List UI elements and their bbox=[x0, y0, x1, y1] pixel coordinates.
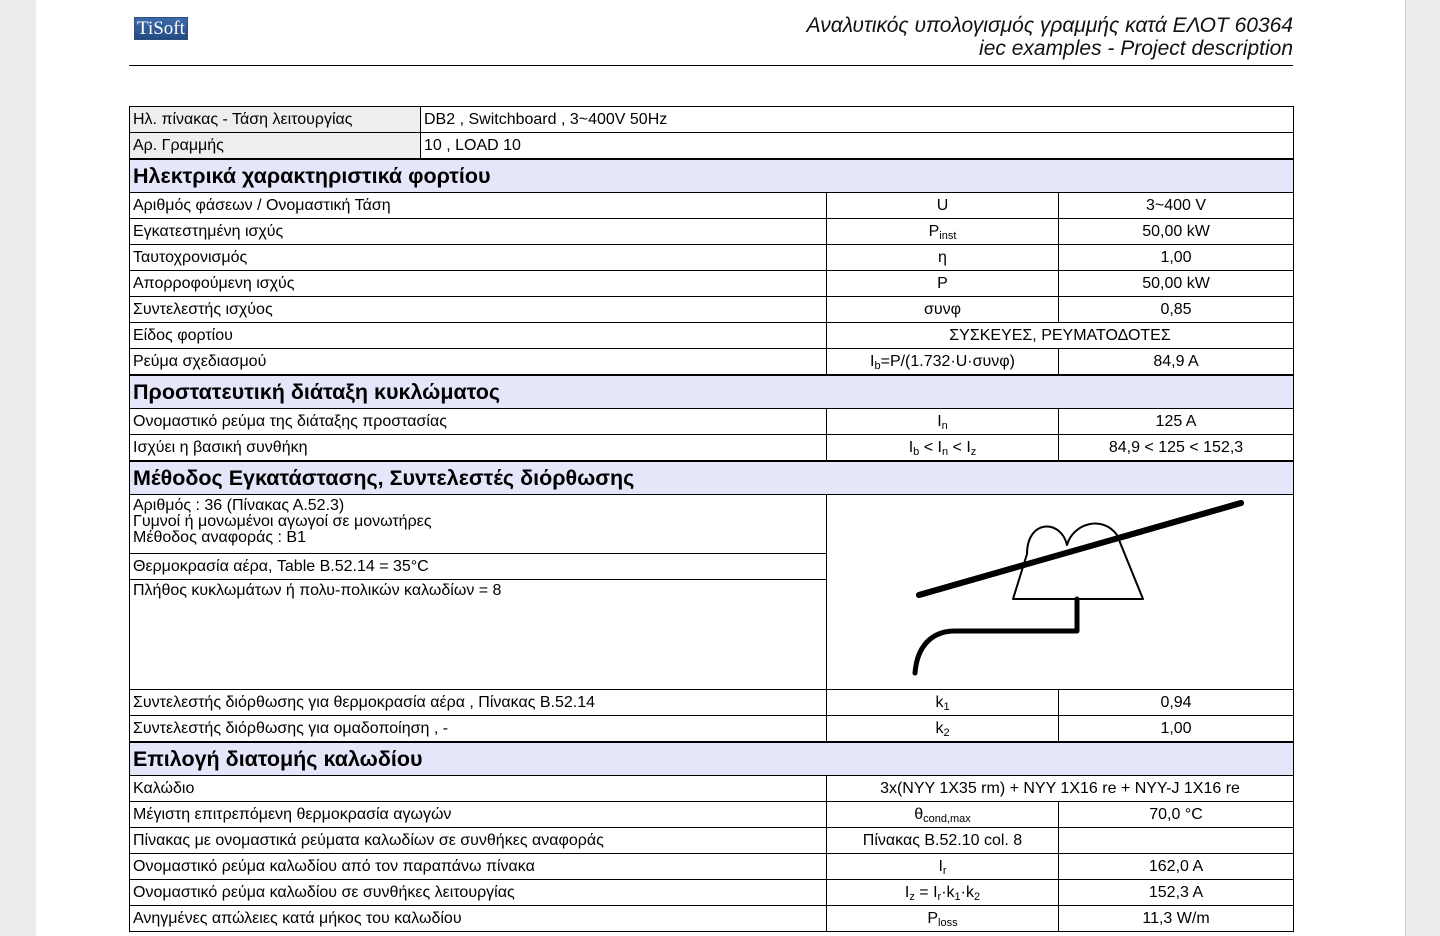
table-row bbox=[130, 435, 1294, 462]
table-row bbox=[130, 828, 1294, 854]
loss-symbol bbox=[827, 906, 1059, 932]
symbol-sub: 2 bbox=[943, 727, 950, 739]
section-electrical-title: Ηλεκτρικά χαρακτηριστικά φορτίου bbox=[130, 159, 1294, 193]
table-row bbox=[130, 495, 1294, 554]
symbol-sub: b bbox=[874, 360, 881, 372]
table-row bbox=[130, 802, 1294, 828]
symbol-sub: 1 bbox=[943, 701, 950, 713]
table-row bbox=[130, 297, 1294, 323]
symbol-sub: loss bbox=[938, 917, 958, 929]
design-current-symbol bbox=[827, 349, 1059, 376]
rated-current-symbol bbox=[827, 409, 1059, 435]
symbol-sub: n bbox=[941, 420, 948, 432]
ir-symbol bbox=[827, 854, 1059, 880]
reference-table-label: Πίνακας με ονομαστικά ρεύματα καλωδίων σε συνθήκες αναφοράς bbox=[130, 828, 827, 854]
symbol-main: k bbox=[935, 694, 944, 711]
symbol-op: < I bbox=[948, 439, 971, 456]
symbol-main: k bbox=[935, 720, 944, 737]
symbol-sub: 2 bbox=[973, 891, 981, 903]
installed-power-label: Εγκατεστημένη ισχύς bbox=[130, 219, 827, 245]
section-row bbox=[130, 742, 1294, 776]
basic-condition-symbol bbox=[827, 435, 1059, 462]
loss-label: Ανηγμένες απώλειες κατά μήκος του καλωδίου bbox=[130, 906, 827, 932]
max-temp-label: Μέγιστη επιτρεπόμενη θερμοκρασία αγωγών bbox=[130, 802, 827, 828]
table-row bbox=[130, 906, 1294, 932]
iz-value: 152,3 A bbox=[1059, 880, 1294, 906]
table-row bbox=[130, 716, 1294, 743]
table-row bbox=[130, 409, 1294, 435]
symbol-sub: z bbox=[970, 446, 977, 458]
table-row bbox=[130, 776, 1294, 802]
phases-label: Αριθμός φάσεων / Ονομαστική Τάση bbox=[130, 193, 827, 219]
symbol-sub: 1 bbox=[954, 891, 961, 903]
section-row bbox=[130, 461, 1294, 495]
k1-symbol bbox=[827, 690, 1059, 716]
table-row bbox=[130, 245, 1294, 271]
board-value: DB2 , Switchboard , 3~400V 50Hz bbox=[421, 107, 1294, 133]
symbol-op: ·k bbox=[941, 884, 955, 901]
empty-cell bbox=[1059, 828, 1294, 854]
symbol-sub: inst bbox=[939, 230, 957, 242]
k2-symbol bbox=[827, 716, 1059, 743]
iz-label: Ονομαστικό ρεύμα καλωδίου σε συνθήκες λειτουργίας bbox=[130, 880, 827, 906]
document-header-title bbox=[807, 14, 1293, 60]
max-temp-symbol bbox=[827, 802, 1059, 828]
method-line3: Μέθοδος αναφοράς : B1 bbox=[133, 529, 306, 546]
document-page bbox=[36, 0, 1406, 936]
power-factor-label: Συντελεστής ισχύος bbox=[130, 297, 827, 323]
line-value: 10 , LOAD 10 bbox=[421, 133, 1294, 160]
air-temperature-label: Θερμοκρασία αέρα, Table B.52.14 = 35°C bbox=[130, 554, 827, 580]
installed-power-value: 50,00 kW bbox=[1059, 219, 1294, 245]
table-row bbox=[130, 219, 1294, 245]
symbol-sub: r bbox=[937, 891, 942, 903]
ir-label: Ονομαστικό ρεύμα καλωδίου από τον παραπάνω πίνακα bbox=[130, 854, 827, 880]
logo-suffix: Soft bbox=[153, 18, 185, 39]
section-row bbox=[130, 159, 1294, 193]
symbol-sub: b bbox=[913, 446, 920, 458]
simultaneity-value: 1,00 bbox=[1059, 245, 1294, 271]
ir-value: 162,0 A bbox=[1059, 854, 1294, 880]
insulator-installation-icon bbox=[827, 495, 1291, 689]
symbol-sub: cond,max bbox=[923, 813, 971, 825]
symbol-main: I bbox=[938, 858, 943, 875]
table-row bbox=[130, 107, 1294, 133]
calculation-table bbox=[129, 106, 1294, 932]
header-title-line1: Αναλυτικός υπολογισμός γραμμής κατά ΕΛΟΤ 60364 bbox=[806, 14, 1293, 37]
installation-figure-cell bbox=[827, 495, 1294, 690]
tisoft-logo bbox=[134, 17, 188, 40]
board-label: Ηλ. πίνακας - Τάση λειτουργίας bbox=[130, 107, 421, 133]
symbol-sub: n bbox=[941, 446, 949, 458]
rated-current-value: 125 A bbox=[1059, 409, 1294, 435]
table-row bbox=[130, 854, 1294, 880]
section-installation-title: Μέθοδος Εγκατάστασης, Συντελεστές διόρθωσης bbox=[130, 461, 1294, 495]
reference-table-value: Πίνακας B.52.10 col. 8 bbox=[827, 828, 1059, 854]
installation-method-cell bbox=[130, 495, 827, 554]
basic-condition-label: Ισχύει η βασική συνθήκη bbox=[130, 435, 827, 462]
absorbed-power-label: Απορροφούμενη ισχύς bbox=[130, 271, 827, 297]
loss-value: 11,3 W/m bbox=[1059, 906, 1294, 932]
symbol-main: I bbox=[937, 413, 942, 430]
max-temp-value: 70,0 °C bbox=[1059, 802, 1294, 828]
symbol-op: = I bbox=[914, 884, 938, 901]
simultaneity-symbol: η bbox=[827, 245, 1059, 271]
iz-symbol bbox=[827, 880, 1059, 906]
table-row bbox=[130, 271, 1294, 297]
header-title-line2: iec examples - Project description bbox=[979, 37, 1293, 60]
rated-current-label: Ονομαστικό ρεύμα της διάταξης προστασίας bbox=[130, 409, 827, 435]
load-type-label: Είδος φορτίου bbox=[130, 323, 827, 349]
symbol-main: I bbox=[908, 439, 914, 456]
section-cable-title: Επιλογή διατομής καλωδίου bbox=[130, 742, 1294, 776]
symbol-main: I bbox=[870, 353, 875, 370]
table-row bbox=[130, 349, 1294, 376]
symbol-sub: z bbox=[909, 891, 915, 903]
section-protection-title: Προστατευτική διάταξη κυκλώματος bbox=[130, 375, 1294, 409]
basic-condition-value: 84,9 < 125 < 152,3 bbox=[1059, 435, 1294, 462]
installed-power-symbol bbox=[827, 219, 1059, 245]
table-row bbox=[130, 880, 1294, 906]
table-row bbox=[130, 323, 1294, 349]
method-line2: Γυμνοί ή μονωμένοι αγωγοί σε μονωτήρες bbox=[133, 513, 432, 530]
load-type-value: ΣΥΣΚΕΥΕΣ, ΡΕΥΜΑΤΟΔΟΤΕΣ bbox=[827, 323, 1294, 349]
header-rule bbox=[129, 65, 1293, 66]
symbol-main: θ bbox=[914, 806, 924, 823]
k1-label: Συντελεστής διόρθωσης για θερμοκρασία αέρα , Πίνακας B.52.14 bbox=[130, 690, 827, 716]
design-current-value: 84,9 A bbox=[1059, 349, 1294, 376]
power-factor-value: 0,85 bbox=[1059, 297, 1294, 323]
symbol-op: ·k bbox=[960, 884, 974, 901]
power-factor-symbol: συνφ bbox=[827, 297, 1059, 323]
symbol-formula: =P/(1.732·U·συνφ) bbox=[880, 353, 1015, 370]
table-row bbox=[130, 690, 1294, 716]
cable-label: Καλώδιο bbox=[130, 776, 827, 802]
logo-prefix: Ti bbox=[137, 18, 154, 39]
table-row bbox=[130, 193, 1294, 219]
symbol-op: < I bbox=[919, 439, 942, 456]
k2-value: 1,00 bbox=[1059, 716, 1294, 743]
symbol-main: I bbox=[904, 884, 910, 901]
k1-value: 0,94 bbox=[1059, 690, 1294, 716]
method-line1: Αριθμός : 36 (Πίνακας Α.52.3) bbox=[133, 497, 345, 514]
k2-label: Συντελεστής διόρθωσης για ομαδοποίηση , - bbox=[130, 716, 827, 743]
line-label: Αρ. Γραμμής bbox=[130, 133, 421, 160]
simultaneity-label: Ταυτοχρονισμός bbox=[130, 245, 827, 271]
cable-value: 3x(NYY 1X35 rm) + NYY 1X16 re + NYY-J 1X16 re bbox=[827, 776, 1294, 802]
phases-value: 3~400 V bbox=[1059, 193, 1294, 219]
table-row bbox=[130, 133, 1294, 160]
design-current-label: Ρεύμα σχεδιασμού bbox=[130, 349, 827, 376]
phases-symbol: U bbox=[827, 193, 1059, 219]
section-row bbox=[130, 375, 1294, 409]
symbol-sub: r bbox=[942, 865, 947, 877]
absorbed-power-symbol: P bbox=[827, 271, 1059, 297]
symbol-main: P bbox=[927, 910, 939, 927]
absorbed-power-value: 50,00 kW bbox=[1059, 271, 1294, 297]
circuits-count-label: Πλήθος κυκλωμάτων ή πολυ-πολικών καλωδίων = 8 bbox=[130, 580, 827, 690]
symbol-main: P bbox=[928, 223, 940, 240]
